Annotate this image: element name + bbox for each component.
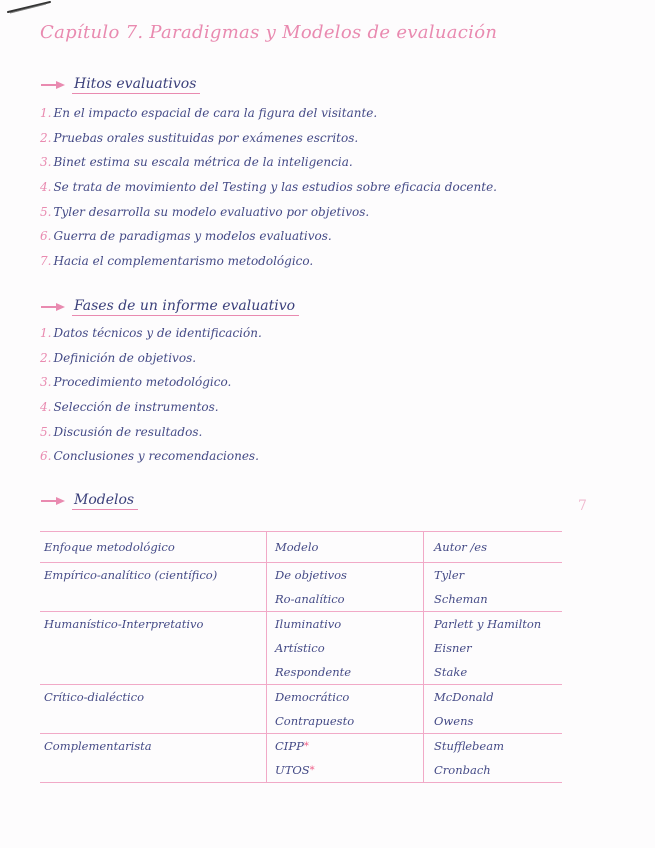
section-modelos-heading <box>40 492 138 510</box>
column-header: Enfoque metodológico <box>40 532 267 563</box>
modelo-line <box>275 734 423 758</box>
enfoque-label: Complementarista <box>44 739 152 753</box>
enfoque-cell <box>40 734 267 783</box>
section-label: Hitos evaluativos <box>72 76 200 94</box>
item-text: Discusión de resultados. <box>53 424 203 439</box>
item-number: 3. <box>40 155 52 170</box>
item-number: 1. <box>40 326 52 341</box>
autor-cell <box>424 734 563 783</box>
autor-cell <box>424 612 563 685</box>
list-item <box>40 126 497 151</box>
modelo-name: Artístico <box>275 641 325 655</box>
item-text: Guerra de paradigmas y modelos evaluativos. <box>53 229 332 244</box>
asterisk-mark: * <box>309 764 315 776</box>
item-text: Procedimiento metodológico. <box>53 375 232 390</box>
autor-name: Owens <box>434 714 474 728</box>
item-text: Definición de objetivos. <box>53 350 197 365</box>
list-item <box>40 444 262 469</box>
modelo-line <box>275 660 423 684</box>
list-item <box>40 101 497 126</box>
autor-name: Parlett y Hamilton <box>434 617 542 631</box>
autor-cell <box>424 563 563 612</box>
pen-stroke-mark <box>6 0 52 14</box>
list-item <box>40 199 497 224</box>
arrow-right-icon <box>40 496 66 506</box>
arrow-right-icon <box>40 302 66 312</box>
modelo-name: Democrático <box>275 690 350 704</box>
modelo-line <box>275 587 423 611</box>
arrow-right-icon <box>40 80 66 90</box>
modelo-line <box>275 563 423 587</box>
item-text: En el impacto espacial de cara la figura del visitante. <box>53 106 378 121</box>
modelo-name: De objetivos <box>275 568 347 582</box>
enfoque-label: Humanístico-Interpretativo <box>44 617 204 631</box>
table-row <box>40 612 562 685</box>
modelo-cell <box>267 563 424 612</box>
section-label: Modelos <box>72 492 138 510</box>
item-text: Datos técnicos y de identificación. <box>53 326 262 341</box>
modelo-line <box>275 612 423 636</box>
autor-name: Stufflebeam <box>434 739 504 753</box>
list-item <box>40 150 497 175</box>
autor-name: Scheman <box>434 592 488 606</box>
item-number: 5. <box>40 424 52 439</box>
modelo-cell <box>267 612 424 685</box>
item-number: 3. <box>40 375 52 390</box>
item-text: Selección de instrumentos. <box>53 400 219 415</box>
item-number: 7. <box>40 253 52 268</box>
list-item <box>40 224 497 249</box>
autor-name: Cronbach <box>434 763 491 777</box>
modelos-table <box>40 531 562 783</box>
hitos-list <box>40 101 497 273</box>
modelo-cell <box>267 685 424 734</box>
modelo-name: Ro-analítico <box>275 592 345 606</box>
item-number: 6. <box>40 449 52 464</box>
modelo-line <box>275 685 423 709</box>
autor-cell <box>424 685 563 734</box>
enfoque-cell <box>40 612 267 685</box>
table-row <box>40 734 562 783</box>
modelo-cell <box>267 734 424 783</box>
list-item <box>40 175 497 200</box>
list-item <box>40 321 262 346</box>
list-item <box>40 419 262 444</box>
enfoque-label: Crítico-dialéctico <box>44 690 145 704</box>
enfoque-cell <box>40 563 267 612</box>
modelo-line <box>275 709 423 733</box>
modelo-name: CIPP <box>275 739 304 753</box>
item-number: 2. <box>40 130 52 145</box>
table-row <box>40 685 562 734</box>
item-number: 2. <box>40 350 52 365</box>
modelo-name: Respondente <box>275 665 352 679</box>
table-row <box>40 563 562 612</box>
table-header-row <box>40 532 562 563</box>
modelo-line <box>275 636 423 660</box>
item-text: Conclusiones y recomendaciones. <box>53 449 259 464</box>
enfoque-label: Empírico-analítico (científico) <box>44 568 218 582</box>
item-number: 5. <box>40 204 52 219</box>
item-text: Pruebas orales sustituidas por exámenes escritos. <box>53 130 359 145</box>
item-text: Se trata de movimiento del Testing y las estudios sobre eficacia docente. <box>53 180 497 195</box>
item-text: Hacia el complementarismo metodológico. <box>53 253 314 268</box>
enfoque-cell <box>40 685 267 734</box>
item-number: 6. <box>40 229 52 244</box>
modelo-name: Contrapuesto <box>275 714 355 728</box>
autor-name: Tyler <box>434 568 465 582</box>
item-text: Tyler desarrolla su modelo evaluativo por objetivos. <box>53 204 370 219</box>
autor-name: Eisner <box>434 641 472 655</box>
chapter-title: Capítulo 7. Paradigmas y Modelos de evaluación <box>40 22 498 43</box>
section-fases-heading <box>40 298 299 316</box>
asterisk-mark: * <box>303 740 309 752</box>
list-item <box>40 346 262 371</box>
column-header: Autor /es <box>424 532 563 563</box>
item-number: 1. <box>40 106 52 121</box>
modelo-line <box>275 758 423 782</box>
item-number: 4. <box>40 180 52 195</box>
section-hitos-heading <box>40 76 200 94</box>
autor-name: Stake <box>434 665 468 679</box>
list-item <box>40 370 262 395</box>
section-label: Fases de un informe evaluativo <box>72 298 299 316</box>
item-text: Binet estima su escala métrica de la inteligencia. <box>53 155 353 170</box>
list-item <box>40 249 497 274</box>
item-number: 4. <box>40 400 52 415</box>
margin-mark: 7 <box>578 498 587 514</box>
modelo-name: Iluminativo <box>275 617 342 631</box>
column-header: Modelo <box>267 532 424 563</box>
fases-list <box>40 321 262 469</box>
list-item <box>40 395 262 420</box>
autor-name: McDonald <box>434 690 494 704</box>
modelo-name: UTOS <box>275 763 310 777</box>
